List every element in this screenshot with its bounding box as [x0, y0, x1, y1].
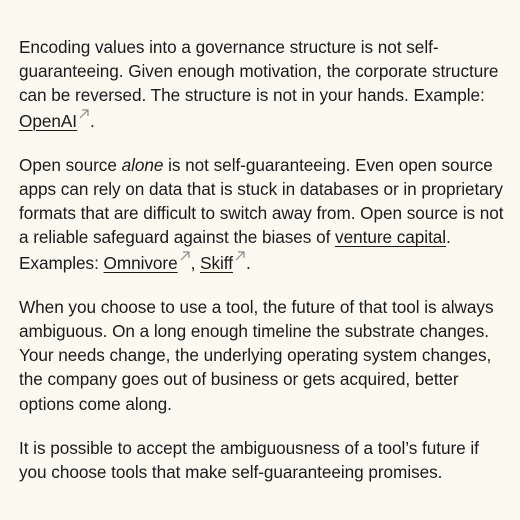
emphasis-alone: alone	[121, 154, 164, 175]
link-omnivore[interactable]: Omnivore	[103, 252, 178, 273]
paragraph-conclusion	[19, 436, 511, 484]
paragraph-text: is not self-guaranteeing. Even open source apps can rely on data that is stuck in databases or in proprietary formats that are difficult to switch away from. Open source is not a reliable safeguard against the biases of	[19, 154, 504, 248]
paragraph-text: Open source	[19, 154, 122, 175]
paragraph-text: When you choose to use a tool, the future of that tool is always ambiguous. On a long enough timeline the substrate changes. Your needs change, the underlying operating system changes, the company goes out of business or gets acquired, better options come along.	[19, 296, 494, 414]
external-link-icon	[234, 250, 246, 262]
external-link-icon	[78, 108, 90, 120]
paragraph-text: . Examples:	[19, 227, 451, 273]
link-skiff[interactable]: Skiff	[200, 252, 233, 273]
article-body	[19, 35, 511, 504]
paragraph-ambiguity	[19, 295, 511, 416]
link-separator: ,	[190, 252, 201, 273]
paragraph-text: .	[90, 110, 95, 131]
paragraph-open-source	[19, 153, 511, 275]
paragraph-text: Encoding values into a governance structure is not self-guaranteeing. Given enough motivation, the corporate structure can be reversed. The structure is not in your hands. Example:	[19, 37, 499, 106]
link-openai[interactable]: OpenAI	[19, 110, 77, 131]
link-venture-capital[interactable]: venture capital	[335, 227, 447, 248]
paragraph-text: .	[245, 252, 251, 273]
paragraph-governance	[19, 35, 511, 133]
external-link-icon	[179, 250, 191, 262]
paragraph-text: It is possible to accept the ambiguousness of a tool’s future if you choose tools that make self-guaranteeing promises.	[19, 437, 479, 483]
